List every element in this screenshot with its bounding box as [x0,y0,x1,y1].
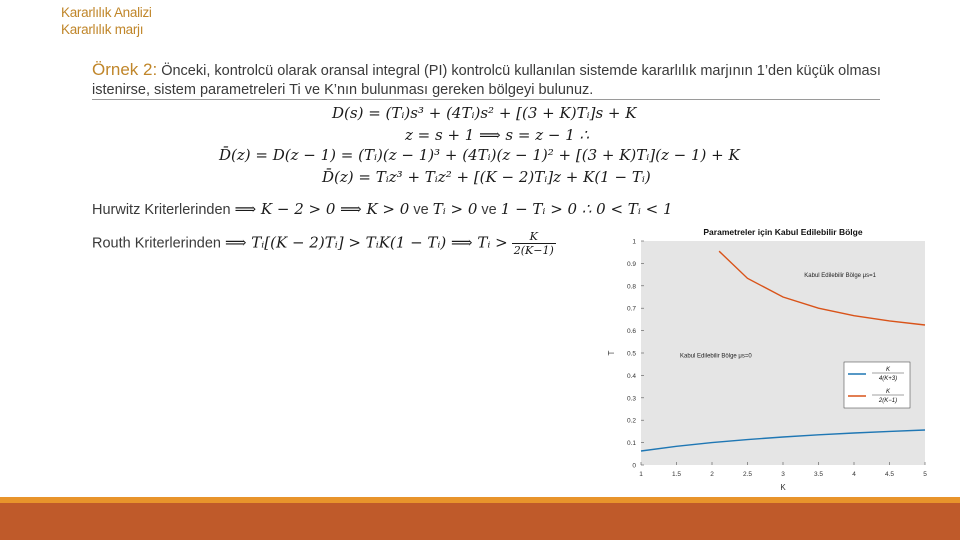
example-text: Önceki, kontrolcü olarak oransal integral (PI) kontrolcü kullanılan sistemde kararlılık marjının 1’den küçük olması istenirse, sistem parametreleri Ti ve K’nın bulunması gereken bölgeyi bulunuz. [92,63,881,98]
hurwitz-criteria [92,200,672,218]
breadcrumb-subsection: Kararlılık marjı [61,22,144,37]
routh-fraction-num: K [512,230,556,244]
routh-expr: ⟹ Tᵢ[(K − 2)Tᵢ] > TᵢK(1 − Tᵢ) ⟹ Tᵢ > [225,233,508,252]
hurwitz-expr-2: Tᵢ > 0 [432,200,478,218]
legend-denominator: 2(K−1) [878,398,898,404]
x-tick-label: 1 [639,471,643,478]
hurwitz-expr-1: ⟹ K − 2 > 0 ⟹ K > 0 [234,200,410,218]
x-tick-label: 3.5 [813,471,824,478]
x-tick-label: 5 [923,471,927,478]
x-tick-label: 1.5 [671,471,682,478]
legend-numerator: K [885,367,891,373]
legend-box [844,362,910,408]
routh-criteria [92,230,556,257]
y-tick-label: 1 [632,238,636,246]
routh-fraction [512,230,556,257]
y-tick-label: 0.8 [626,283,636,291]
x-tick-label: 3 [781,471,785,478]
x-tick-label: 4.5 [884,471,895,478]
y-axis-label: T [607,350,616,356]
hurwitz-label: Hurwitz Kriterlerinden [92,202,231,218]
y-tick-label: 0.7 [626,305,636,313]
equation-expanded: D̄(z) = Tᵢz³ + Tᵢz² + [(K − 2)Tᵢ]z + K(1 − Tᵢ) [322,168,651,186]
chart-title: Parametreler için Kabul Edilebilir Bölge [703,227,863,237]
hurwitz-expr-3: 1 − Tᵢ > 0 ∴ 0 < Tᵢ < 1 [500,200,673,218]
y-tick-label: 0.5 [626,350,636,358]
y-tick-label: 0.3 [626,395,636,403]
y-tick-label: 0.1 [626,440,636,448]
hurwitz-and-1: ve [413,202,429,218]
chart-legend [844,362,910,408]
stability-region-chart [600,222,940,494]
y-tick-label: 0.4 [626,372,636,380]
region-annotation: Kabul Edilebilir Bölge μs=0 [680,353,752,360]
y-tick-label: 0.2 [626,417,636,425]
footer-band [0,503,960,540]
region-annotation: Kabul Edilebilir Bölge μs=1 [804,272,876,279]
divider [92,99,880,100]
legend-numerator: K [885,389,891,395]
y-tick-label: 0 [632,462,636,470]
equation-characteristic: D(s) = (Tᵢ)s³ + (4Tᵢ)s² + [(3 + K)Tᵢ]s + K [332,104,637,122]
x-axis-label: K [780,483,786,492]
x-tick-label: 2.5 [742,471,753,478]
legend-denominator: 4(K+3) [878,376,898,382]
equation-shifted: D̄(z) = D(z − 1) = (Tᵢ)(z − 1)³ + (4Tᵢ)(z − 1)² + [(3 + K)Tᵢ](z − 1) + K [219,146,740,164]
breadcrumb [61,4,152,38]
example-label: Örnek 2: [92,60,158,79]
breadcrumb-section: Kararlılık Analizi [61,5,152,20]
equation-substitution: z = s + 1 ⟹ s = z − 1 ∴ [405,126,590,144]
x-tick-label: 2 [710,471,714,478]
routh-label: Routh Kriterlerinden [92,235,221,252]
y-tick-label: 0.6 [626,328,636,336]
hurwitz-and-2: ve [481,202,497,218]
example-statement [92,60,892,100]
y-tick-label: 0.9 [626,260,636,268]
x-tick-label: 4 [852,471,856,478]
routh-fraction-den: 2(K−1) [513,244,554,257]
